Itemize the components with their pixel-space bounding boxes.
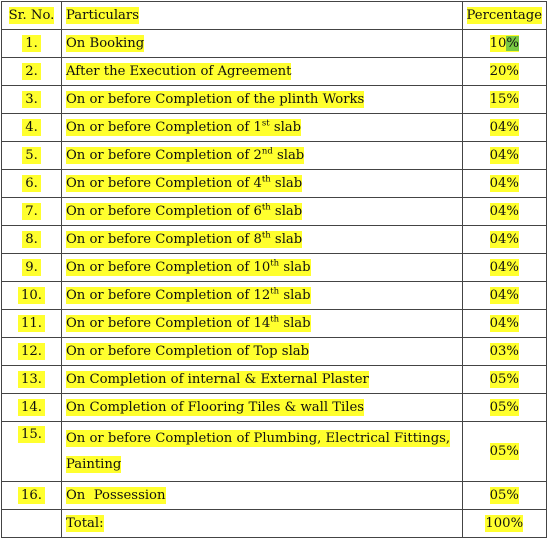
table-row [2, 422, 547, 482]
particulars-cell: On or before Completion of Top slab [62, 338, 463, 366]
percentage-cell: 04% [462, 114, 546, 142]
table-row [2, 30, 547, 58]
sr-cell: 11. [2, 310, 62, 338]
sr-cell: 9. [2, 254, 62, 282]
sr-cell: 4. [2, 114, 62, 142]
sr-cell: 6. [2, 170, 62, 198]
table-row [2, 58, 547, 86]
particulars-cell: On Completion of internal & External Plaster [62, 366, 463, 394]
percentage-cell: 05% [462, 394, 546, 422]
sr-cell: 13. [2, 366, 62, 394]
table-row [2, 142, 547, 170]
percent-sign-green-highlight: % [506, 36, 519, 51]
table-row [2, 366, 547, 394]
percentage-cell: 04% [462, 226, 546, 254]
table-row [2, 198, 547, 226]
percentage-cell: 05% [462, 422, 546, 482]
percentage-cell: 15% [462, 86, 546, 114]
particulars-cell: On or before Completion of 6th slab [62, 198, 463, 226]
particulars-cell: On or before Completion of 1st slab [62, 114, 463, 142]
particulars-cell: On or before Completion of 10th slab [62, 254, 463, 282]
total-row [2, 510, 547, 538]
sr-cell: 16. [2, 482, 62, 510]
table-row [2, 226, 547, 254]
header-particulars: Particulars [62, 2, 463, 30]
sr-cell: 1. [2, 30, 62, 58]
table-row [2, 114, 547, 142]
sr-cell: 2. [2, 58, 62, 86]
particulars-cell: After the Execution of Agreement [62, 58, 463, 86]
total-label: Total: [62, 510, 463, 538]
sr-cell: 15. [2, 422, 62, 482]
particulars-cell: On or before Completion of Plumbing, Electrical Fittings, Painting [62, 422, 463, 482]
particulars-cell: On or before Completion of 12th slab [62, 282, 463, 310]
percentage-cell: 05% [462, 482, 546, 510]
particulars-cell: On or before Completion of 14th slab [62, 310, 463, 338]
particulars-cell: On or before Completion of 8th slab [62, 226, 463, 254]
sr-cell: 12. [2, 338, 62, 366]
sr-cell-empty [2, 510, 62, 538]
particulars-cell: On or before Completion of the plinth Works [62, 86, 463, 114]
percentage-cell: 20% [462, 58, 546, 86]
table-row [2, 482, 547, 510]
table-row [2, 254, 547, 282]
table-row [2, 394, 547, 422]
percentage-cell: 04% [462, 198, 546, 226]
header-percentage: Percentage [462, 2, 546, 30]
percentage-cell: 04% [462, 170, 546, 198]
particulars-cell: On or before Completion of 2nd slab [62, 142, 463, 170]
sr-cell: 3. [2, 86, 62, 114]
table-row [2, 338, 547, 366]
percentage-cell: 04% [462, 142, 546, 170]
percentage-cell: 05% [462, 366, 546, 394]
particulars-cell: On Booking [62, 30, 463, 58]
header-sr-no: Sr. No. [2, 2, 62, 30]
table-row [2, 170, 547, 198]
table-row [2, 310, 547, 338]
percentage-cell: 03% [462, 338, 546, 366]
payment-schedule-table [1, 1, 547, 538]
particulars-cell: On Completion of Flooring Tiles & wall Tiles [62, 394, 463, 422]
particulars-cell: On Possession [62, 482, 463, 510]
particulars-cell: On or before Completion of 4th slab [62, 170, 463, 198]
header-row [2, 2, 547, 30]
table-row [2, 282, 547, 310]
sr-cell: 8. [2, 226, 62, 254]
sr-cell: 10. [2, 282, 62, 310]
percentage-cell: 10% [462, 30, 546, 58]
percentage-cell: 04% [462, 282, 546, 310]
percentage-cell: 04% [462, 310, 546, 338]
table-row [2, 86, 547, 114]
total-percentage: 100% [462, 510, 546, 538]
sr-cell: 14. [2, 394, 62, 422]
sr-cell: 5. [2, 142, 62, 170]
sr-cell: 7. [2, 198, 62, 226]
percentage-cell: 04% [462, 254, 546, 282]
